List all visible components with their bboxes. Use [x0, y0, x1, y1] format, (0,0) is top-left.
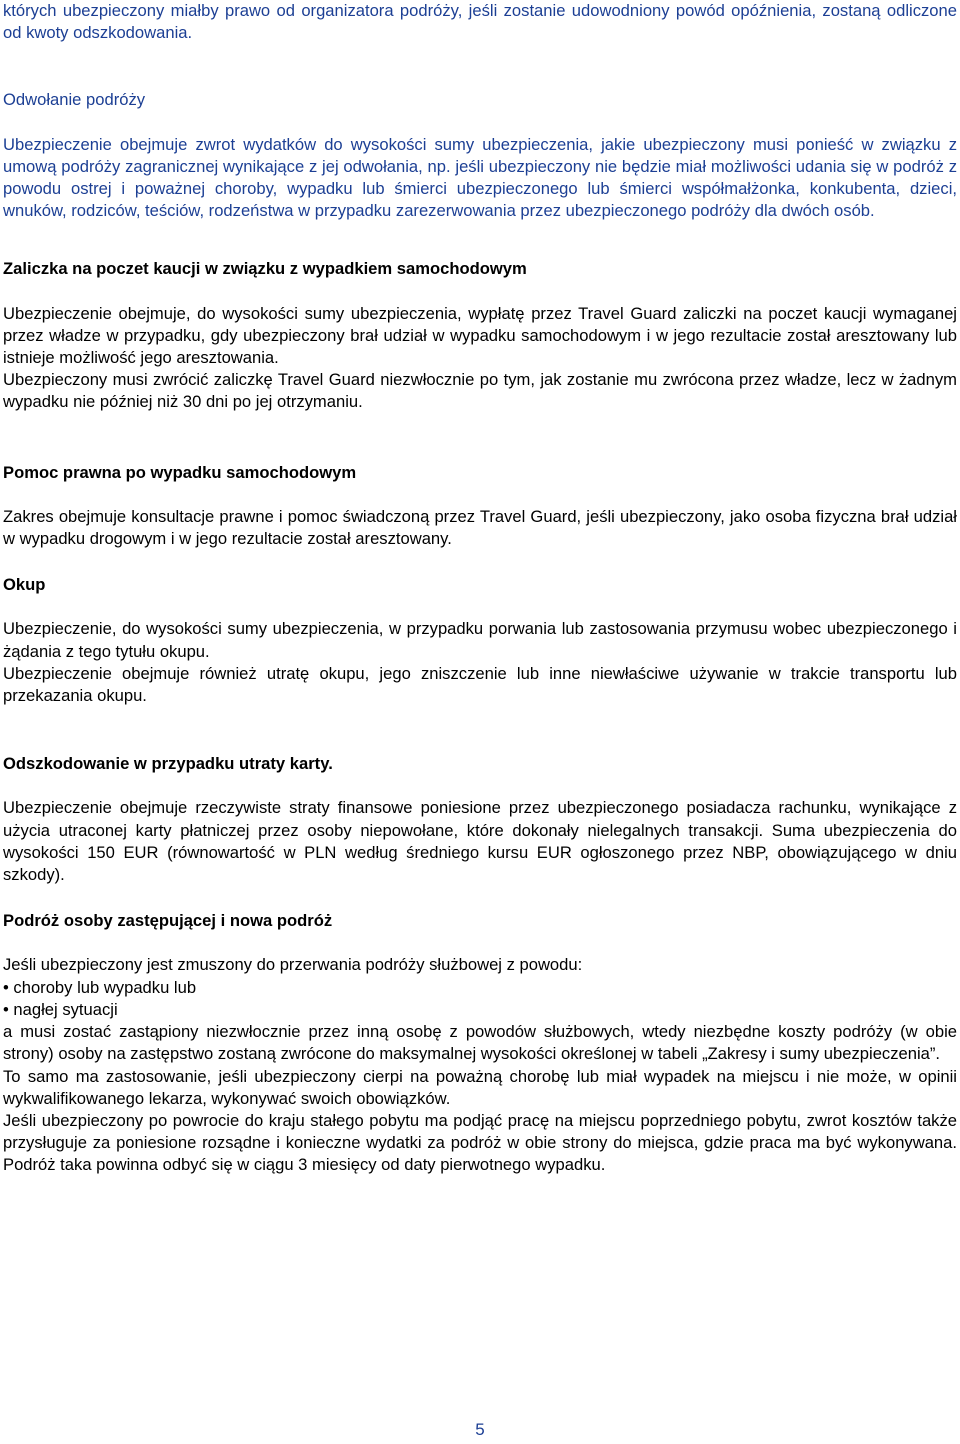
ransom-heading: Okup: [3, 575, 46, 595]
bail-paragraph-1: Ubezpieczenie obejmuje, do wysokości sumy ubezpieczenia, wypłatę przez Travel Guard zaliczki na poczet kaucji wymaganej przez władze w przypadku, gdy ubezpieczony brał udział w wypadku samochodowym i w jego rezultacie został aresztowany lub istnieje możliwość jego aresztowania.: [3, 303, 957, 368]
bail-paragraph-2: Ubezpieczony musi zwrócić zaliczkę Travel Guard niezwłocznie po tym, jak zostanie mu zwrócona przez władze, lecz w żadnym wypadku nie później niż 30 dni po jej otrzymaniu.: [3, 370, 957, 412]
card-paragraph: Ubezpieczenie obejmuje rzeczywiste straty finansowe poniesione przez ubezpieczonego posiadacza rachunku, wynikające z użycia utraconej karty płatniczej przez osoby niepowołane, które dokonały nielegalnych transakcji. Suma ubezpieczenia do wysokości 150 EUR (równowartość w PLN według średniego kursu EUR ogłoszonego przez NBP, obowiązującego w dniu szkody).: [3, 798, 957, 885]
replacement-paragraph-3: Jeśli ubezpieczony po powrocie do kraju stałego pobytu ma podjąć pracę na miejscu poprzedniego pobytu, zwrot kosztów także przysługuje za poniesione rozsądne i konieczne wydatki za podróż w obie strony do miejsca, gdzie praca ma być wykonywana. Podróż taka powinna odbyć się w ciągu 3 miesięcy od daty pierwotnego wypadku.: [3, 1110, 957, 1175]
ransom-paragraph-1: Ubezpieczenie, do wysokości sumy ubezpieczenia, w przypadku porwania lub zastosowania przymusu wobec ubezpieczonego i żądania z tego tytułu okupu.: [3, 619, 957, 661]
intro-paragraph: których ubezpieczony miałby prawo od organizatora podróży, jeśli zostanie udowodniony powód opóźnienia, zostaną odliczone od kwoty odszkodowania.: [3, 1, 957, 43]
cancellation-heading: Odwołanie podróży: [3, 90, 146, 110]
replacement-bullet-2: • nagłej sytuacji: [3, 999, 957, 1021]
ransom-paragraph-2: Ubezpieczenie obejmuje również utratę okupu, jego zniszczenie lub inne niewłaściwe używanie w trakcie transportu lub przekazania okupu.: [3, 663, 957, 706]
bail-heading: Zaliczka na poczet kaucji w związku z wypadkiem samochodowym: [3, 259, 527, 279]
replacement-paragraph-1: a musi zostać zastąpiony niezwłocznie przez inną osobę z powodów służbowych, wtedy niezbędne koszty podróży (w obie strony) osoby na zastępstwo zostaną zwrócone do maksymalnej wysokości określonej w tabeli „Zakresy i sumy ubezpieczenia”.: [3, 1022, 957, 1064]
page-number: 5: [475, 1420, 485, 1439]
legal-paragraph: Zakres obejmuje konsultacje prawne i pomoc świadczoną przez Travel Guard, jeśli ubezpieczony, jako osoba fizyczna brał udział w wypadku drogowym i w jego rezultacie został aresztowany.: [3, 506, 957, 549]
legal-heading: Pomoc prawna po wypadku samochodowym: [3, 462, 357, 482]
replacement-bullet-1: • choroby lub wypadku lub: [3, 977, 957, 999]
document-page: [3, 0, 957, 1177]
replacement-heading: Podróż osoby zastępującej i nowa podróż: [3, 911, 333, 931]
replacement-paragraph-2: To samo ma zastosowanie, jeśli ubezpieczony cierpi na poważną chorobę lub miał wypadek na miejscu i nie może, w opinii wykwalifikowanego lekarza, wykonywać swoich obowiązków.: [3, 1066, 957, 1108]
card-heading: Odszkodowanie w przypadku utraty karty.: [3, 754, 333, 774]
replacement-lead: Jeśli ubezpieczony jest zmuszony do przerwania podróży służbowej z powodu:: [3, 955, 583, 975]
cancellation-paragraph: Ubezpieczenie obejmuje zwrot wydatków do wysokości sumy ubezpieczenia, jakie ubezpieczony musi ponieść w związku z umową podróży zagranicznej wynikające z jej odwołania, np. jeśli ubezpieczony nie będzie miał możliwości udania się w podróż z powodu ostrej i poważnej choroby, wypadku lub śmierci ubezpieczonego lub śmierci współmałżonka, konkubenta, dzieci, wnuków, rodziców, teściów, rodzeństwa w przypadku zarezerwowania przez ubezpieczonego podróży dla dwóch osób.: [3, 134, 957, 221]
